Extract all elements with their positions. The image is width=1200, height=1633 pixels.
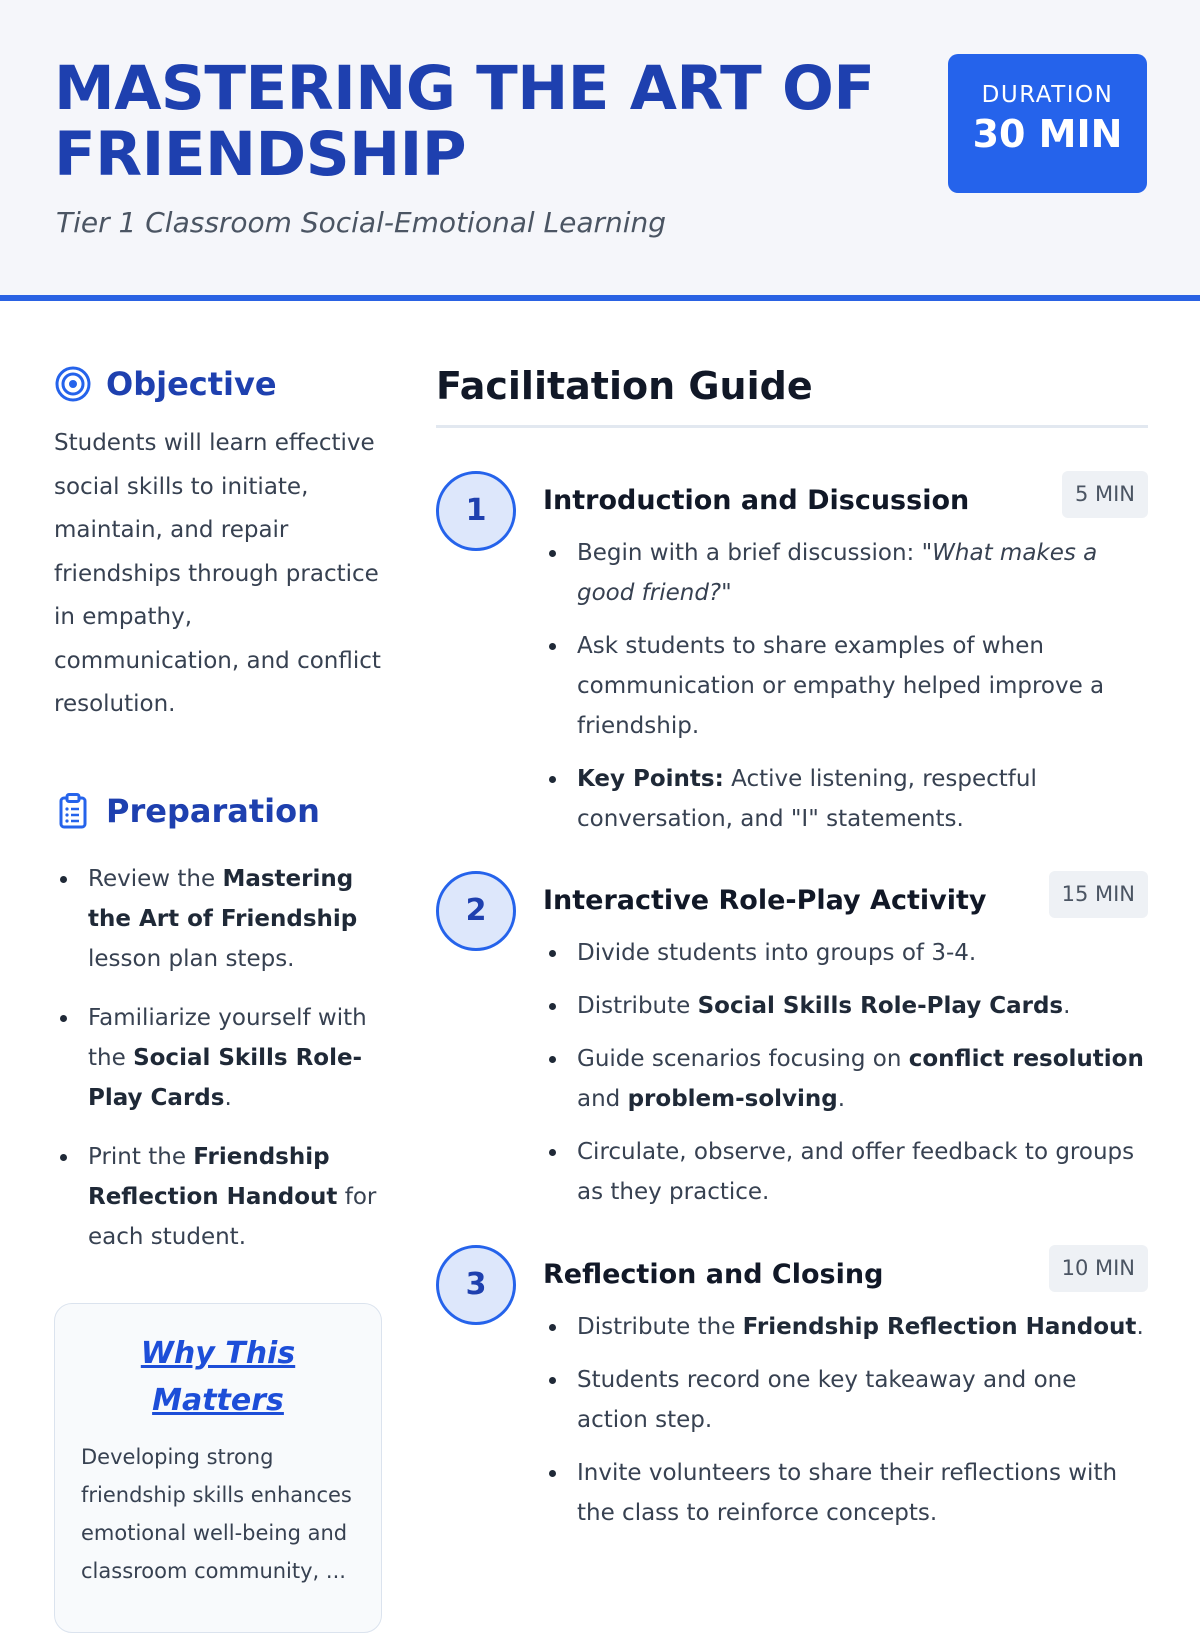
item-text: Distribute the bbox=[577, 1314, 743, 1340]
item-text: Review the bbox=[88, 865, 223, 892]
duration-value: 30 MIN bbox=[972, 112, 1123, 156]
item-text: Invite volunteers to share their reflections with the class to reinforce concepts. bbox=[577, 1460, 1118, 1526]
step-number: 2 bbox=[436, 871, 516, 951]
item-text: . bbox=[1136, 1314, 1144, 1340]
item-text: Ask students to share examples of when communication or empathy helped improve a friendship. bbox=[577, 633, 1105, 739]
facilitation-guide bbox=[436, 360, 1148, 1526]
item-text: Guide scenarios focusing on bbox=[577, 1046, 909, 1072]
clipboard-icon bbox=[54, 792, 92, 830]
list-item bbox=[54, 859, 384, 979]
step-list bbox=[543, 533, 1148, 852]
step-duration-badge: 10 MIN bbox=[1049, 1245, 1148, 1292]
item-text: and bbox=[577, 1086, 628, 1112]
page-subtitle: Tier 1 Classroom Social-Emotional Learning bbox=[56, 206, 667, 239]
list-item bbox=[54, 1137, 384, 1257]
header bbox=[0, 0, 1200, 301]
list-item bbox=[543, 1039, 1148, 1119]
duration-badge bbox=[948, 54, 1147, 193]
step-list bbox=[543, 933, 1148, 1225]
step-list bbox=[543, 1307, 1148, 1546]
item-bold: conflict resolution bbox=[908, 1046, 1144, 1072]
step-duration-badge: 15 MIN bbox=[1049, 871, 1148, 918]
step-title: Interactive Role-Play Activity bbox=[543, 885, 987, 916]
list-item bbox=[543, 1307, 1148, 1347]
step-number: 1 bbox=[436, 471, 516, 551]
list-item bbox=[543, 933, 1148, 973]
item-bold: Friendship Reflection Handout bbox=[742, 1314, 1137, 1340]
step-title: Introduction and Discussion bbox=[543, 485, 970, 516]
page-title: MASTERING THE ART OF FRIENDSHIP bbox=[54, 53, 875, 190]
item-bold: Friendship Reflection Handout bbox=[88, 1143, 338, 1210]
item-text: Distribute bbox=[577, 993, 698, 1019]
item-bold: Mastering the Art of Friendship bbox=[88, 865, 358, 932]
objective-text: Students will learn effective social skills to initiate, maintain, and repair friendships through practice in empathy, communication, and conflict resolution. bbox=[54, 430, 381, 717]
list-item bbox=[543, 1360, 1148, 1440]
item-text: Active listening, respectful conversation, and "I" statements. bbox=[577, 766, 1037, 832]
item-text: Divide students into groups of 3-4. bbox=[577, 940, 977, 966]
item-text: Familiarize yourself with the bbox=[88, 1004, 367, 1071]
item-bold: Social Skills Role-Play Cards bbox=[697, 993, 1064, 1019]
step-number: 3 bbox=[436, 1245, 516, 1325]
item-text: Begin with a brief discussion: bbox=[577, 540, 922, 566]
left-column bbox=[54, 360, 384, 1276]
guide-title: Facilitation Guide bbox=[436, 360, 1148, 428]
item-bold: problem-solving bbox=[627, 1086, 838, 1112]
step-duration-badge: 5 MIN bbox=[1062, 471, 1148, 518]
list-item bbox=[543, 986, 1148, 1026]
item-bold: Social Skills Role-Play Cards bbox=[88, 1044, 363, 1111]
item-text: . bbox=[837, 1086, 846, 1112]
list-item bbox=[543, 626, 1148, 746]
preparation-list bbox=[54, 859, 384, 1257]
why-text: Developing strong friendship skills enhances emotional well-being and classroom community, ... bbox=[81, 1445, 352, 1583]
item-text: lesson plan steps. bbox=[88, 945, 295, 972]
why-this-matters-box bbox=[54, 1303, 382, 1633]
step-title: Reflection and Closing bbox=[543, 1259, 884, 1290]
list-item bbox=[543, 759, 1148, 839]
duration-label: DURATION bbox=[981, 82, 1114, 108]
item-text: . bbox=[224, 1084, 232, 1111]
list-item bbox=[543, 533, 1148, 613]
item-quote: "What makes a good friend?" bbox=[577, 540, 1098, 606]
objective-title: Objective bbox=[106, 365, 277, 403]
why-title[interactable]: Why This Matters bbox=[140, 1336, 296, 1418]
list-item bbox=[543, 1453, 1148, 1533]
list-item bbox=[543, 1132, 1148, 1212]
target-icon bbox=[54, 365, 92, 403]
item-text: for each student. bbox=[88, 1183, 377, 1250]
item-text: Print the bbox=[88, 1143, 194, 1170]
item-text: Circulate, observe, and offer feedback to groups as they practice. bbox=[577, 1139, 1135, 1205]
list-item bbox=[54, 998, 384, 1118]
objective-heading bbox=[54, 360, 384, 408]
item-text: Students record one key takeaway and one action step. bbox=[577, 1367, 1077, 1433]
item-text: . bbox=[1063, 993, 1071, 1019]
preparation-heading bbox=[54, 787, 384, 835]
item-bold: Key Points: bbox=[577, 766, 724, 792]
preparation-title: Preparation bbox=[106, 791, 320, 830]
